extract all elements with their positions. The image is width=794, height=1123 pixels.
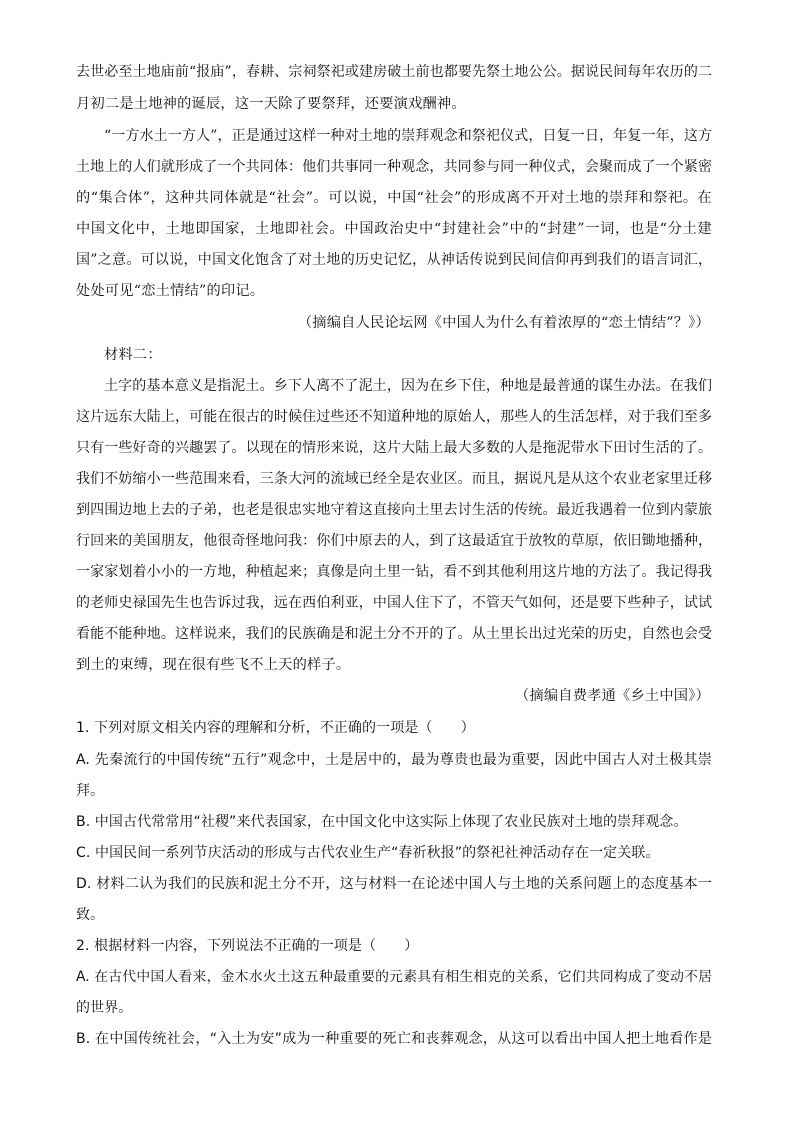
text-line: 到四围边地上去的子弟，也老是很忠实地守着这直接向土里去讨生活的传统。最近我遇着一位到内蒙旅 [76,502,712,518]
q2-option-a-cont: 的世界。 [76,1000,133,1016]
text-line: 土地上的人们就形成了一个共同体：他们共事同一种观念，共同参与同一种仪式，会聚而成了一个紧密 [76,159,712,175]
q2-option-a: A. 在古代中国人看来，金木水火土这五种最重要的元素具有相生相克的关系，它们共同构成了变动不居 [76,969,712,985]
source-citation-2: （摘编自费孝通《乡土中国》） [514,688,710,704]
q1-option-a: A. 先秦流行的中国传统“五行”观念中，土是居中的，最为尊贵也最为重要，因此中国古人对土极其崇 [76,752,712,768]
text-line: 去世必至土地庙前“报庙”，春耕、宗祠祭祀或建房破土前也都要先祭土地公公。据说民间每年农历的二 [76,64,712,80]
source-citation-1: （摘编自人民论坛网《中国人为什么有着浓厚的“恋土情结”？》） [297,315,710,331]
material2-label: 材料二： [104,347,162,363]
text-line: 国”之意。可以说，中国文化饱含了对土地的历史记忆，从神话传说到民间信仰再到我们的语言词汇， [76,252,712,268]
text-line: 中国文化中，土地即国家，土地即社会。中国政治史中“封建社会”中的“封建”一词，也是“分土建 [76,221,712,237]
text-line: 这片远东大陆上，可能在很古的时候住过些还不知道种地的原始人，那些人的生活怎样，对于我们至多 [76,409,712,425]
text-line: 我们不妨缩小一些范围来看，三条大河的流域已经全是农业区。而且，据说凡是从这个农业老家里迁移 [76,471,712,487]
text-line: 到土的束缚，现在很有些飞不上天的样子。 [76,657,351,673]
text-line: 的“集合体”，这种共同体就是“社会”。可以说，中国“社会”的形成离不开对土地的崇拜和祭祀。在 [76,190,712,206]
q1-option-d: D. 材料二认为我们的民族和泥土分不开，这与材料一在论述中国人与土地的关系问题上的态度基本一 [76,876,712,892]
text-line: 处处可见“恋土情结”的印记。 [76,283,265,299]
question-1-stem: 1. 下列对原文相关内容的理解和分析，不正确的一项是（ ） [76,720,475,736]
text-line: 行回来的美国朋友，他很奇怪地问我：你们中原去的人，到了这最适宜于放牧的草原，依旧锄地播种， [76,533,712,549]
q1-option-b: B. 中国古代常常用“社稷”来代表国家，在中国文化中这实际上体现了农业民族对土地的崇拜观念。 [76,814,688,830]
q1-option-c: C. 中国民间一系列节庆活动的形成与古代农业生产“春祈秋报”的祭祀社神活动存在一定关联。 [76,845,660,861]
q1-option-d-cont: 致。 [76,907,105,923]
text-line: 只有一些好奇的兴趣罢了。以现在的情形来说，这片大陆上最大多数的人是拖泥带水下田讨生活的了。 [76,440,712,456]
text-line: “一方水土一方人”，正是通过这样一种对土地的崇拜观念和祭祀仪式，日复一日，年复一年，这方 [104,128,712,144]
text-line: 看能不能种地。这样说来，我们的民族确是和泥土分不开的了。从土里长出过光荣的历史，自然也会受 [76,626,712,642]
text-line: 的老师史禄国先生也告诉过我，远在西伯利亚，中国人住下了，不管天气如何，还是要下些种子，试试 [76,595,712,611]
text-line: 一家家划着小小的一方地，种植起来；真像是向土里一钻，看不到其他利用这片地的方法了。我记得我 [76,564,712,580]
q2-option-b: B. 在中国传统社会，“入土为安”成为一种重要的死亡和丧葬观念，从这可以看出中国人把土地看作是 [76,1031,712,1047]
question-2-stem: 2. 根据材料一内容，下列说法不正确的一项是（ ） [76,938,419,954]
text-line: 土字的基本意义是指泥土。乡下人离不了泥土，因为在乡下住，种地是最普通的谋生办法。在我们 [104,378,712,394]
q1-option-a-cont: 拜。 [76,783,105,799]
text-line: 月初二是土地神的诞辰，这一天除了要祭拜，还要演戏酬神。 [76,96,466,112]
